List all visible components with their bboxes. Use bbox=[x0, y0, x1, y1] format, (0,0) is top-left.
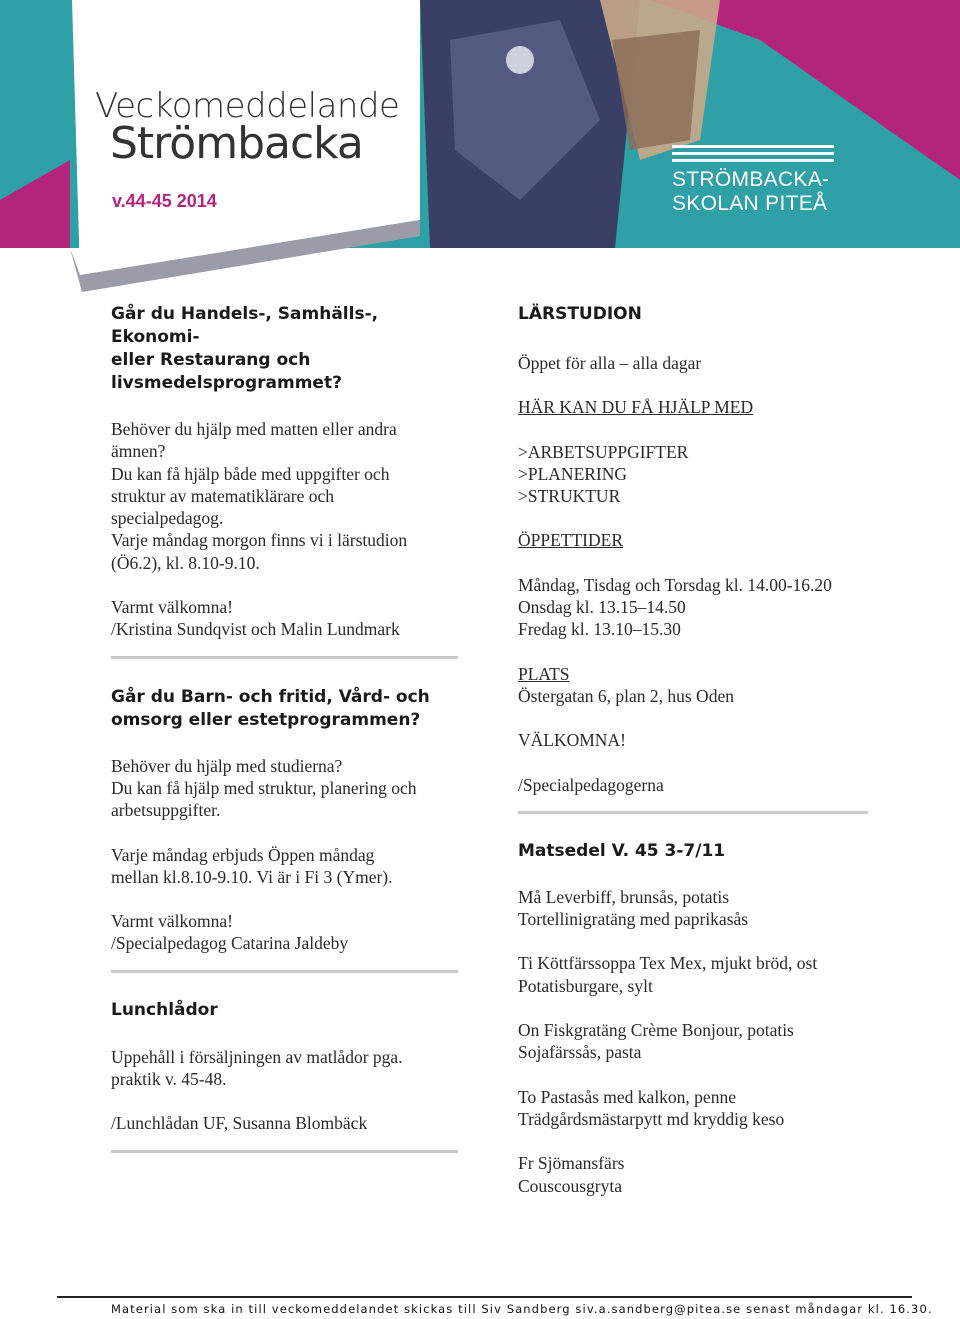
menu-day-wednesday: On Fiskgratäng Crème Bonjour, potatis Sojafärssås, pasta bbox=[518, 1020, 794, 1063]
divider bbox=[518, 811, 868, 814]
divider bbox=[111, 656, 458, 659]
section-math-body: Behöver du hjälp med matten eller andra ämnen? Du kan få hjälp både med uppgifter och struktur av matematiklärare och specialpedagog. Varje måndag morgon finns vi i lärstudion (Ö6.2), kl. 8.10-9.10. bbox=[111, 419, 408, 573]
section-math-signature: Varmt välkomna! /Kristina Sundqvist och Malin Lundmark bbox=[111, 597, 400, 640]
larstudion-hours: Måndag, Tisdag och Torsdag kl. 14.00-16.20 Onsdag kl. 13.15–14.50 Fredag kl. 13.10–15.30 bbox=[518, 574, 832, 640]
larstudion-welcome: VÄLKOMNA! bbox=[518, 730, 626, 751]
menu-day-monday: Må Leverbiff, brunsås, potatis Tortellinigratäng med paprikasås bbox=[518, 886, 749, 930]
larstudion-hours-title: ÖPPETTIDER bbox=[518, 530, 623, 551]
section-math-heading: Går du Handels-, Samhälls-, Ekonomi- eller Restaurang och livsmedelsprogrammet? bbox=[111, 304, 379, 393]
menu-day-friday: Fr Sjömansfärs Couscousgryta bbox=[518, 1153, 625, 1196]
larstudion-place-title: PLATS bbox=[518, 663, 570, 684]
school-logo-text: STRÖMBACKA- SKOLAN PITEÅ bbox=[672, 168, 830, 215]
week-label: v.44-45 2014 bbox=[112, 191, 217, 211]
section-lunch-signature: /Lunchlådan UF, Susanna Blombäck bbox=[111, 1113, 368, 1134]
right-column bbox=[518, 303, 873, 1197]
divider bbox=[111, 970, 458, 973]
section-barn-heading: Går du Barn- och fritid, Vård- och omsorg eller estetprogrammen? bbox=[111, 686, 430, 730]
divider bbox=[111, 1150, 458, 1153]
section-lunch-body: Uppehåll i försäljningen av matlådor pga. praktik v. 45-48. bbox=[111, 1046, 403, 1090]
section-lunch-heading: Lunchlådor bbox=[111, 999, 218, 1020]
menu-day-thursday: To Pastasås med kalkon, penne Trädgårdsmästarpytt md kryddig keso bbox=[518, 1086, 785, 1129]
larstudion-heading: LÄRSTUDION bbox=[518, 304, 642, 324]
newsletter-title-line2: Strömbacka bbox=[110, 118, 363, 169]
larstudion-signature: /Specialpedagogerna bbox=[518, 774, 664, 795]
menu-heading: Matsedel V. 45 3-7/11 bbox=[518, 840, 726, 861]
header-banner bbox=[0, 0, 960, 300]
menu-day-tuesday: Ti Köttfärssoppa Tex Mex, mjukt bröd, ost Potatisburgare, sylt bbox=[518, 953, 818, 996]
left-column bbox=[111, 303, 461, 1153]
larstudion-open: Öppet för alla – alla dagar bbox=[518, 353, 702, 373]
footer-divider bbox=[57, 1296, 912, 1298]
section-barn-body: Behöver du hjälp med studierna? Du kan få hjälp med struktur, planering och arbetsuppgifter. bbox=[111, 755, 417, 821]
larstudion-help-title: HÄR KAN DU FÅ HJÄLP MED bbox=[518, 397, 754, 418]
larstudion-help-items: >ARBETSUPPGIFTER >PLANERING >STRUKTUR bbox=[518, 441, 689, 507]
newsletter-title-line1: Veckomeddelande bbox=[95, 86, 400, 126]
footer-note: Material som ska in till veckomeddelandet skickas till Siv Sandberg siv.a.sandberg@pitea.se senast måndagar kl. 16.30. bbox=[111, 1302, 933, 1316]
section-barn-signature: Varmt välkomna! /Specialpedagog Catarina Jaldeby bbox=[111, 911, 349, 954]
section-barn-body2: Varje måndag erbjuds Öppen måndag mellan kl.8.10-9.10. Vi är i Fi 3 (Ymer). bbox=[111, 844, 393, 887]
larstudion-place: Östergatan 6, plan 2, hus Oden bbox=[518, 685, 734, 706]
